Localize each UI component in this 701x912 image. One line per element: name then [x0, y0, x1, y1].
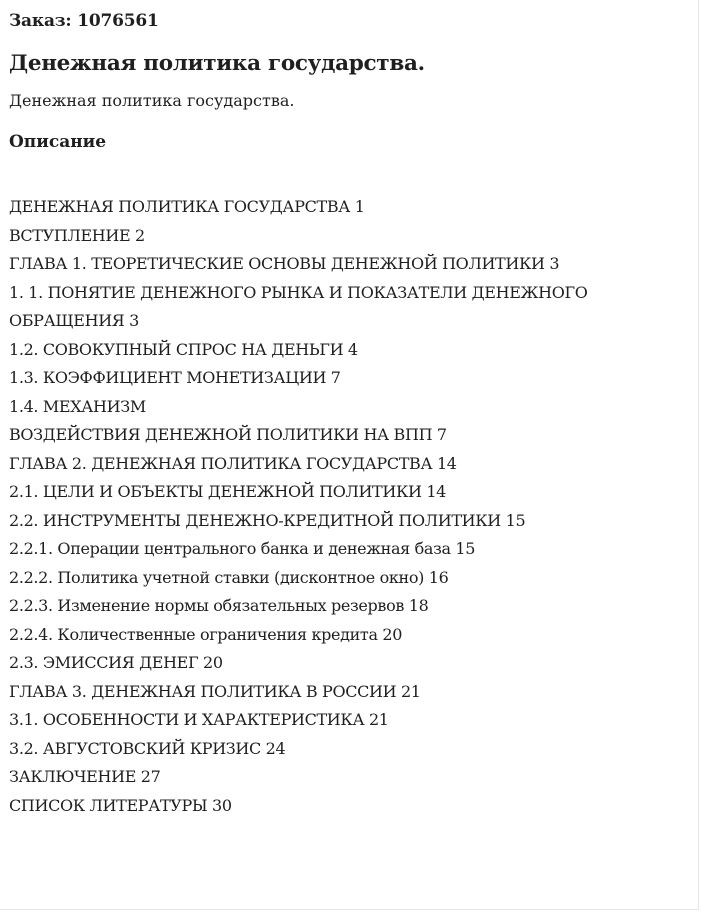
description-heading: Описание [9, 132, 107, 152]
toc-item: 2.2.2. Политика учетной ставки (дисконтное окно) 16 [9, 567, 449, 587]
toc-item: 1. 1. ПОНЯТИЕ ДЕНЕЖНОГО РЫНКА И ПОКАЗАТЕЛИ ДЕНЕЖНОГО [9, 282, 588, 302]
toc-item: ЗАКЛЮЧЕНИЕ 27 [9, 767, 161, 786]
toc-item: ОБРАЩЕНИЯ 3 [9, 311, 139, 330]
toc-item: 1.3. КОЭФФИЦИЕНТ МОНЕТИЗАЦИИ 7 [9, 368, 341, 387]
toc-item: СПИСОК ЛИТЕРАТУРЫ 30 [9, 795, 232, 815]
toc-item: ДЕНЕЖНАЯ ПОЛИТИКА ГОСУДАРСТВА 1 [9, 197, 365, 216]
product-subtitle: Денежная политика государства. [9, 91, 295, 110]
toc-item: 1.2. СОВОКУПНЫЙ СПРОС НА ДЕНЬГИ 4 [9, 339, 358, 359]
toc-item: 2.2. ИНСТРУМЕНТЫ ДЕНЕЖНО-КРЕДИТНОЙ ПОЛИТИКИ 15 [9, 510, 526, 530]
toc-item: 2.2.3. Изменение нормы обязательных резервов 18 [9, 596, 429, 615]
toc-item: ГЛАВА 2. ДЕНЕЖНАЯ ПОЛИТИКА ГОСУДАРСТВА 14 [9, 453, 457, 473]
toc-item: 2.3. ЭМИССИЯ ДЕНЕГ 20 [9, 653, 223, 672]
toc-item: 2.2.1. Операции центрального банка и денежная база 15 [9, 539, 476, 558]
toc-item: 2.1. ЦЕЛИ И ОБЪЕКТЫ ДЕНЕЖНОЙ ПОЛИТИКИ 14 [9, 482, 447, 501]
toc-item: ВСТУПЛЕНИЕ 2 [9, 225, 145, 245]
toc-item: 2.2.4. Количественные ограничения кредита 20 [9, 624, 403, 644]
toc-item: 1.4. МЕХАНИЗМ [9, 396, 146, 416]
product-title: Денежная политика государства. [9, 51, 425, 76]
table-of-contents [9, 195, 694, 822]
toc-item: 3.1. ОСОБЕННОСТИ И ХАРАКТЕРИСТИКА 21 [9, 710, 389, 729]
toc-item: ВОЗДЕЙСТВИЯ ДЕНЕЖНОЙ ПОЛИТИКИ НА ВПП 7 [9, 425, 447, 444]
toc-item: ГЛАВА 3. ДЕНЕЖНАЯ ПОЛИТИКА В РОССИИ 21 [9, 681, 421, 701]
toc-item: 3.2. АВГУСТОВСКИЙ КРИЗИС 24 [9, 738, 286, 758]
order-number: Заказ: 1076561 [9, 11, 159, 31]
toc-item: ГЛАВА 1. ТЕОРЕТИЧЕСКИЕ ОСНОВЫ ДЕНЕЖНОЙ ПОЛИТИКИ 3 [9, 254, 560, 273]
